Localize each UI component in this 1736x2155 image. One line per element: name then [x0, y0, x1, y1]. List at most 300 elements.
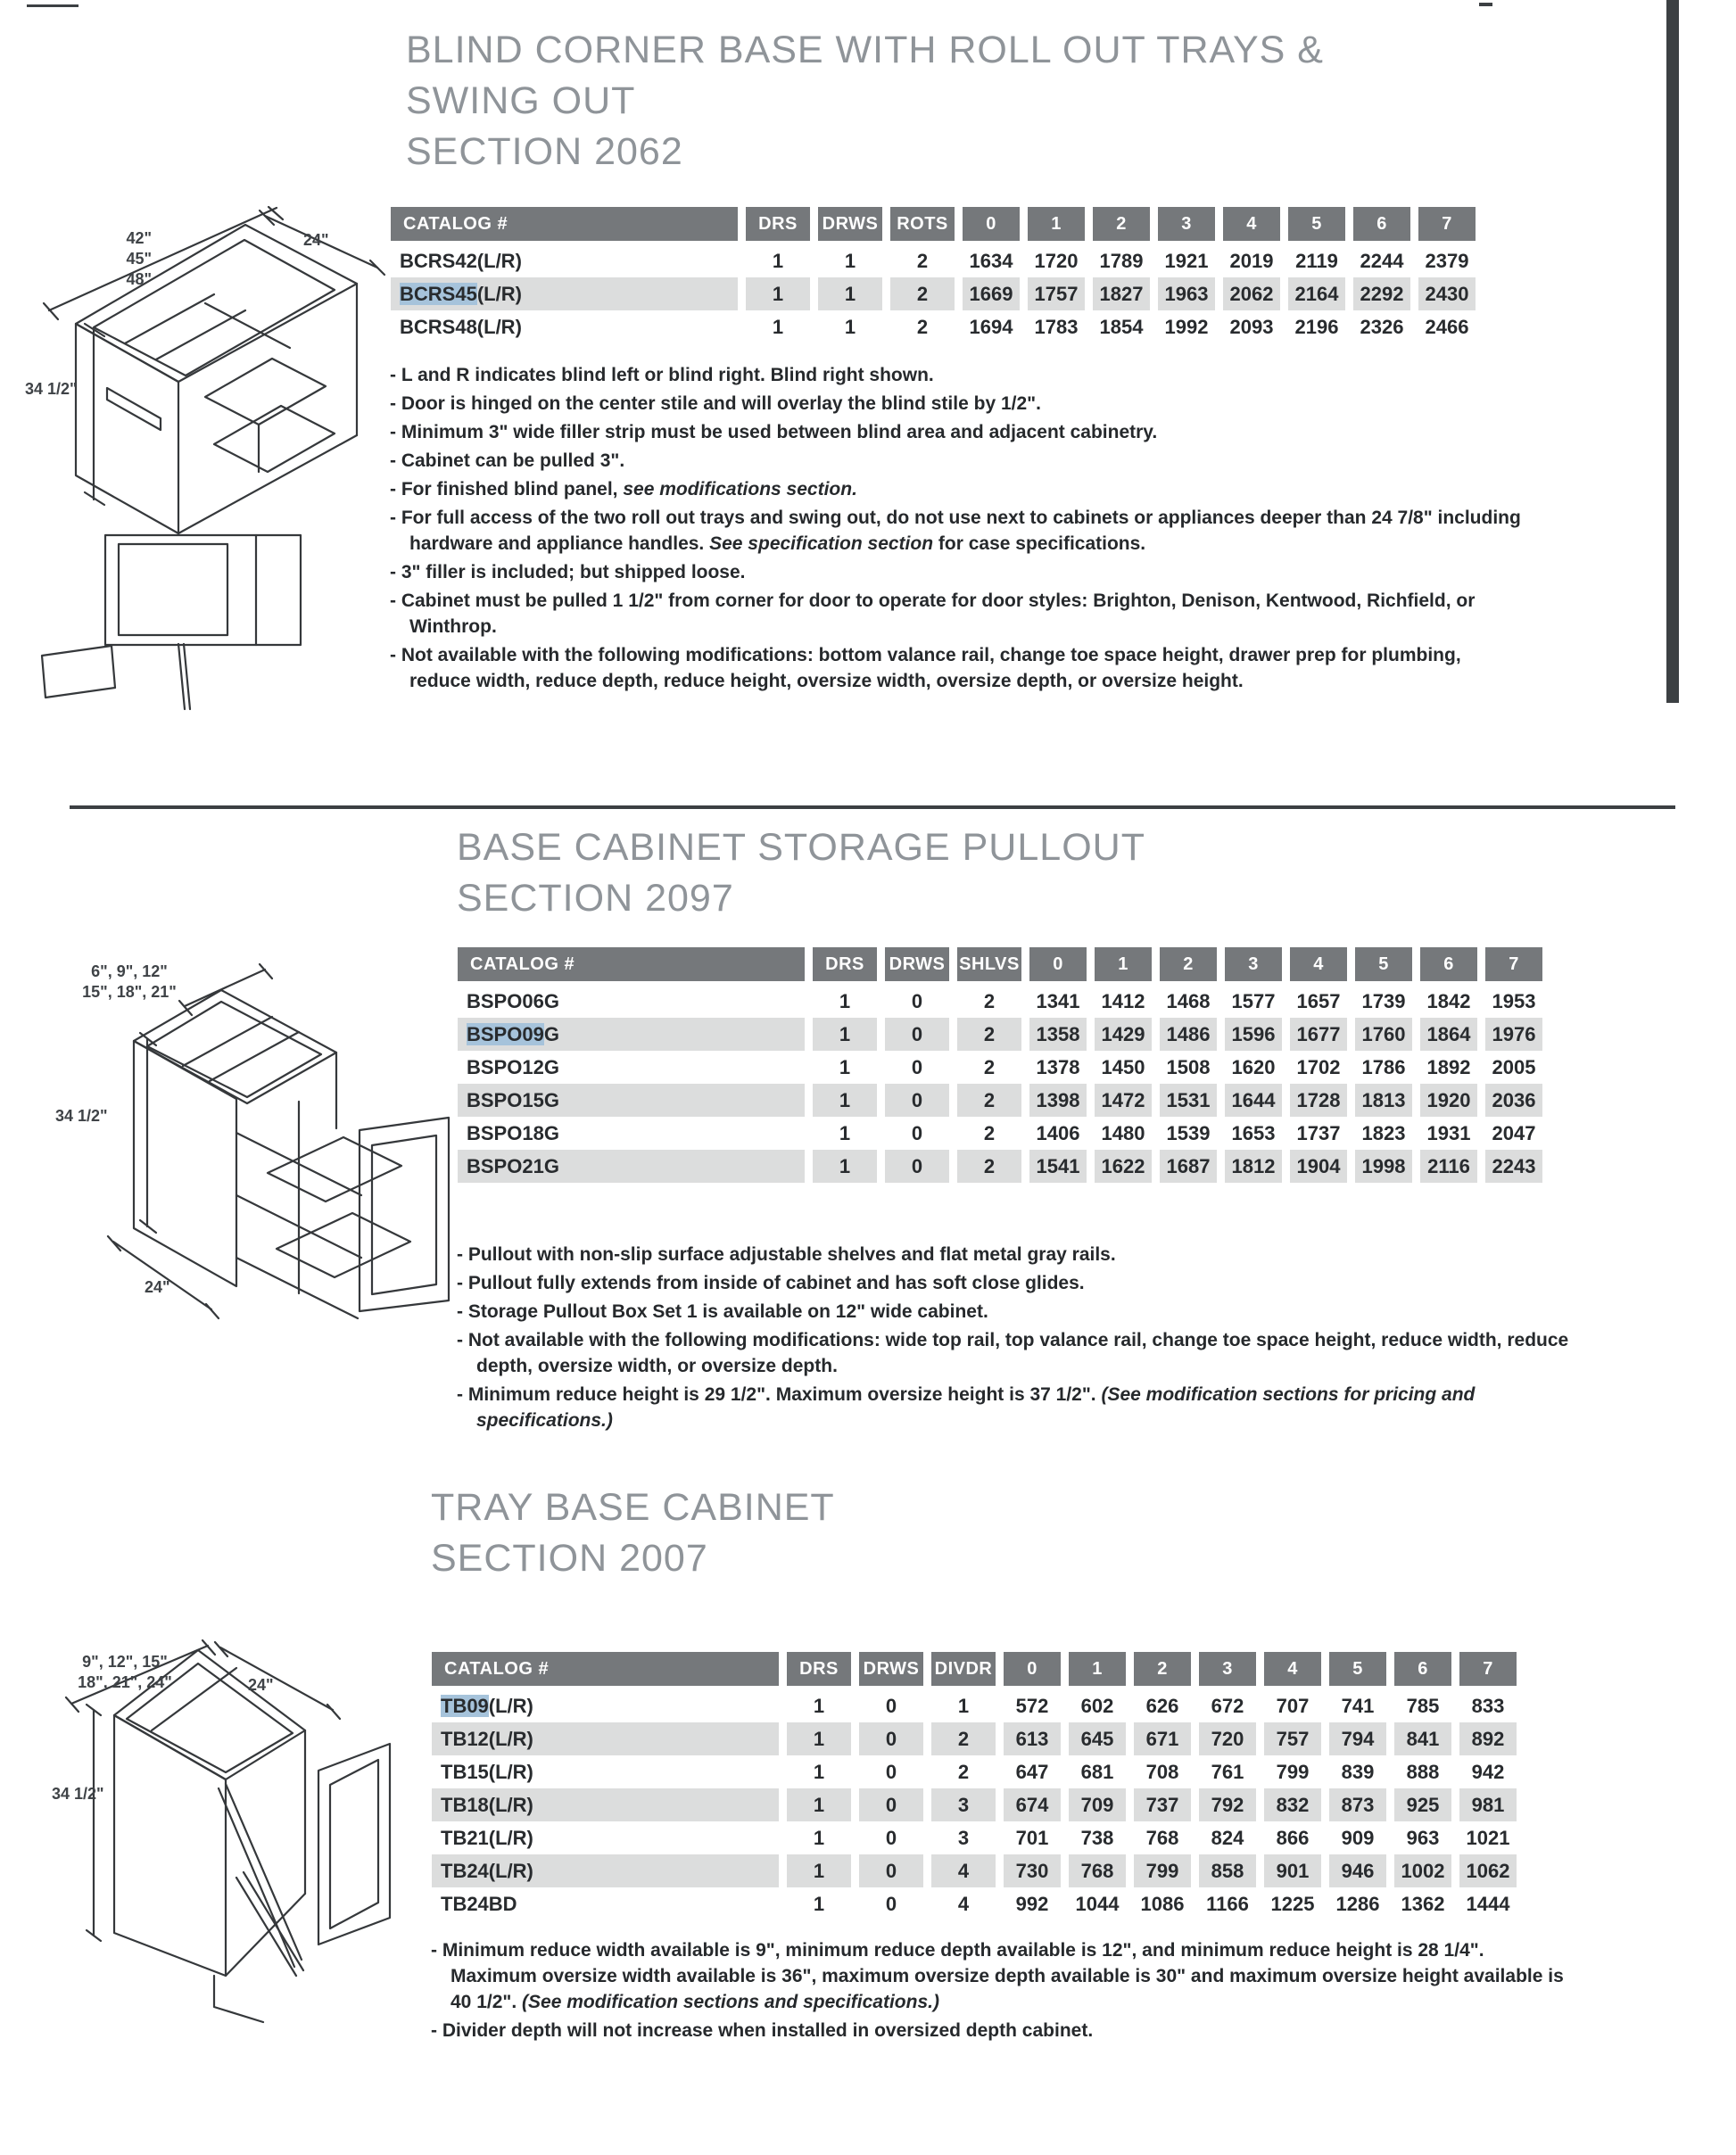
price-cell: 707: [1276, 1694, 1310, 1717]
price-cell: 839: [1341, 1760, 1375, 1783]
spec-cell: 0: [911, 1055, 923, 1078]
note-text-italic: See specification section: [709, 533, 934, 554]
column-header: 2: [1093, 207, 1150, 244]
spec-cell: 0: [885, 1826, 897, 1849]
catalog-number: BCRS48(L/R): [400, 315, 522, 338]
section-title-tray-base: [431, 1482, 835, 1584]
table-row: [458, 1117, 1542, 1150]
price-cell: 1577: [1231, 989, 1276, 1012]
spec-cell: 1: [813, 1084, 877, 1117]
price-cell: 799: [1276, 1760, 1310, 1783]
catalog-number: TB18(L/R): [441, 1793, 533, 1816]
price-cell: 2164: [1288, 277, 1345, 310]
page-edge-bar: [1666, 0, 1679, 703]
price-cell: 909: [1341, 1826, 1375, 1849]
price-cell: 1341: [1036, 989, 1080, 1012]
spec-cell: 2: [916, 315, 929, 338]
spec-cell: 2: [983, 989, 996, 1012]
catalog-number-cell: [391, 277, 738, 310]
price-cell: 709: [1069, 1788, 1126, 1821]
spec-cell: 4: [957, 1892, 970, 1915]
spec-cell: 1: [813, 1760, 825, 1783]
price-cell: 768: [1069, 1854, 1126, 1887]
note-text: L and R indicates blind left or blind right. Blind right shown.: [401, 365, 934, 385]
column-header: 5: [1355, 947, 1412, 985]
height-dimension-label: 34 1/2": [55, 1107, 108, 1125]
note-item: [390, 476, 1525, 502]
spec-cell: 2: [916, 249, 929, 272]
title-line: SECTION 2007: [431, 1537, 708, 1580]
price-cell: 1044: [1075, 1892, 1120, 1915]
note-bullet: -: [431, 2020, 442, 2041]
note-text: Cabinet must be pulled 1 1/2" from corner for door to operate for door styles: Brighton, Denison, Kentwood, Richfield, or Winthrop.: [401, 590, 1476, 637]
price-cell: 1892: [1426, 1055, 1471, 1078]
selected-text[interactable]: TB09: [441, 1694, 489, 1717]
spec-cell: 1: [813, 1018, 877, 1051]
price-cell: 1620: [1231, 1055, 1276, 1078]
spec-cell: 1: [844, 249, 856, 272]
note-item: [457, 1299, 1588, 1325]
spec-cell: 1: [772, 249, 784, 272]
price-table-blind-corner: [383, 207, 1484, 343]
spec-cell: 0: [859, 1788, 923, 1821]
price-cell: 2196: [1294, 315, 1339, 338]
column-header: 4: [1223, 207, 1280, 244]
price-cell: 2019: [1229, 249, 1274, 272]
price-cell: 757: [1264, 1722, 1321, 1755]
spec-cell: 2: [957, 1150, 1021, 1183]
table-row: [432, 1722, 1517, 1755]
note-item: [390, 588, 1525, 640]
price-cell: 824: [1211, 1826, 1244, 1849]
price-cell: 1406: [1036, 1121, 1080, 1144]
price-cell: 1920: [1420, 1084, 1477, 1117]
note-text: Cabinet can be pulled 3".: [401, 450, 625, 471]
notes-blind-corner: [390, 362, 1525, 697]
catalog-number: G: [543, 1022, 559, 1045]
note-item: [390, 391, 1525, 417]
price-cell: 1786: [1361, 1055, 1406, 1078]
price-cell: 794: [1329, 1722, 1386, 1755]
column-header: 7: [1418, 207, 1476, 244]
spec-cell: 0: [885, 1760, 897, 1783]
table-row: [458, 1051, 1542, 1084]
spec-cell: 2: [931, 1722, 996, 1755]
note-text: Door is hinged on the center stile and will overlay the blind stile by 1/2".: [401, 393, 1041, 414]
title-line: SECTION 2097: [457, 877, 734, 920]
catalog-number-cell: [458, 1084, 805, 1117]
price-cell: 841: [1394, 1722, 1451, 1755]
column-header: 0: [1004, 1652, 1061, 1689]
column-header: CATALOG #: [432, 1652, 779, 1689]
price-cell: 1739: [1361, 989, 1406, 1012]
note-bullet: -: [390, 562, 401, 582]
catalog-number: TB24(L/R): [441, 1859, 533, 1882]
spec-cell: 1: [746, 277, 810, 310]
catalog-number-cell: [391, 310, 738, 343]
price-cell: 672: [1211, 1694, 1244, 1717]
column-header: 1: [1028, 207, 1085, 244]
catalog-number: TB15(L/R): [441, 1760, 533, 1783]
note-bullet: -: [457, 1384, 468, 1405]
column-header: DIVDR: [931, 1652, 996, 1689]
spec-cell: 0: [885, 1018, 949, 1051]
table-row: [391, 277, 1476, 310]
note-text: Storage Pullout Box Set 1 is available on 12" wide cabinet.: [467, 1301, 988, 1322]
spec-cell: 3: [931, 1788, 996, 1821]
depth-dimension-label: 24": [145, 1278, 170, 1296]
table-row: [432, 1854, 1517, 1887]
column-header: 1: [1069, 1652, 1126, 1689]
price-cell: 1539: [1166, 1121, 1211, 1144]
price-cell: 2116: [1420, 1150, 1477, 1183]
column-header: 3: [1225, 947, 1282, 985]
catalog-number-cell: [432, 1722, 779, 1755]
price-cell: 730: [1004, 1854, 1061, 1887]
spec-cell: 1: [839, 989, 851, 1012]
width-dimension-label: 9", 12", 15" 18", 21", 24": [78, 1653, 172, 1691]
spec-cell: 1: [839, 1055, 851, 1078]
price-cell: 1450: [1101, 1055, 1145, 1078]
column-header: 2: [1160, 947, 1217, 985]
spec-cell: 2: [890, 277, 955, 310]
note-bullet: -: [457, 1301, 468, 1322]
spec-cell: 2: [957, 1084, 1021, 1117]
catalog-number: BSPO21G: [467, 1154, 559, 1177]
table-row: [458, 985, 1542, 1018]
spec-cell: 2: [957, 1018, 1021, 1051]
price-cell: 1702: [1296, 1055, 1341, 1078]
column-header: DRS: [746, 207, 810, 244]
section-title-storage-pullout: [457, 822, 1145, 924]
title-line: BLIND CORNER BASE WITH ROLL OUT TRAYS &: [406, 29, 1324, 71]
price-cell: 671: [1134, 1722, 1191, 1755]
price-cell: 873: [1329, 1788, 1386, 1821]
price-cell: 785: [1406, 1694, 1440, 1717]
column-header: 7: [1485, 947, 1542, 985]
note-item: [390, 505, 1525, 557]
table-row: [432, 1887, 1517, 1920]
table-row: [432, 1821, 1517, 1854]
section-divider-line: [70, 805, 1675, 809]
price-cell: 1757: [1028, 277, 1085, 310]
price-cell: 866: [1276, 1826, 1310, 1849]
spec-cell: 4: [931, 1854, 996, 1887]
spec-cell: 1: [813, 1892, 825, 1915]
price-cell: 1728: [1290, 1084, 1347, 1117]
catalog-number-cell: [458, 1150, 805, 1183]
catalog-number-cell: [458, 1051, 805, 1084]
price-cell: 602: [1080, 1694, 1114, 1717]
price-cell: 901: [1264, 1854, 1321, 1887]
table-row: [432, 1689, 1517, 1722]
catalog-number: BSPO15G: [467, 1088, 559, 1111]
spec-cell: 1: [772, 315, 784, 338]
price-cell: 892: [1459, 1722, 1517, 1755]
column-header: 7: [1459, 1652, 1517, 1689]
price-cell: 1358: [1029, 1018, 1087, 1051]
note-bullet: -: [390, 508, 401, 528]
column-header: 1: [1095, 947, 1152, 985]
price-cell: 626: [1145, 1694, 1179, 1717]
blind-corner-cabinet-drawing: [22, 205, 397, 714]
catalog-number-cell: [432, 1887, 779, 1920]
price-cell: 1086: [1140, 1892, 1185, 1915]
price-cell: 2119: [1295, 249, 1338, 272]
price-cell: 1963: [1158, 277, 1215, 310]
column-header: CATALOG #: [458, 947, 805, 985]
note-bullet: -: [457, 1244, 468, 1265]
price-cell: 1472: [1095, 1084, 1152, 1117]
note-bullet: -: [390, 365, 401, 385]
spec-cell: 1: [844, 315, 856, 338]
price-cell: 701: [1015, 1826, 1049, 1849]
width-dimension-label: 6", 9", 12" 15", 18", 21": [82, 962, 177, 1001]
price-cell: 2326: [1360, 315, 1404, 338]
catalog-number-cell: [432, 1821, 779, 1854]
column-header: DRS: [813, 947, 877, 985]
price-cell: 1827: [1093, 277, 1150, 310]
price-cell: 1812: [1225, 1150, 1282, 1183]
price-cell: 1864: [1420, 1018, 1477, 1051]
price-cell: 1444: [1466, 1892, 1510, 1915]
column-header: ROTS: [890, 207, 955, 244]
title-line: TRAY BASE CABINET: [431, 1486, 835, 1529]
price-cell: 2093: [1229, 315, 1274, 338]
table-header-row: [458, 947, 1542, 985]
price-cell: 1931: [1426, 1121, 1471, 1144]
price-cell: 1720: [1034, 249, 1079, 272]
crop-mark: [27, 4, 79, 7]
note-text: Pullout fully extends from inside of cabinet and has soft close glides.: [467, 1273, 1085, 1293]
column-header: 0: [1029, 947, 1087, 985]
spec-cell: 0: [911, 989, 923, 1012]
spec-cell: 0: [885, 1150, 949, 1183]
depth-dimension-label: 24": [303, 231, 329, 249]
price-cell: 738: [1080, 1826, 1114, 1849]
price-cell: 708: [1145, 1760, 1179, 1783]
table-row: [458, 1084, 1542, 1117]
table-row: [391, 244, 1476, 277]
column-header: DRWS: [885, 947, 949, 985]
notes-tray-base: [431, 1937, 1573, 2046]
price-cell: 1508: [1166, 1055, 1211, 1078]
note-item: [390, 448, 1525, 474]
note-text: Not available with the following modifications: bottom valance rail, change toe space height, drawer prep for plumbing, reduce width, reduce depth, reduce height, oversize width, oversize depth, or oversize height.: [401, 645, 1461, 691]
note-text: Minimum reduce height is 29 1/2". Maximum oversize height is 37 1/2".: [467, 1384, 1102, 1405]
catalog-number-cell: [432, 1689, 779, 1722]
spec-cell: 1: [787, 1788, 851, 1821]
column-header: 6: [1353, 207, 1410, 244]
title-line: BASE CABINET STORAGE PULLOUT: [457, 826, 1145, 869]
note-item: [390, 362, 1525, 388]
catalog-number-cell: [458, 1117, 805, 1150]
price-cell: 992: [1015, 1892, 1049, 1915]
price-cell: 2005: [1492, 1055, 1536, 1078]
price-cell: 1378: [1036, 1055, 1080, 1078]
price-cell: 1166: [1206, 1892, 1249, 1915]
price-cell: 674: [1004, 1788, 1061, 1821]
price-cell: 1737: [1296, 1121, 1341, 1144]
catalog-number-cell: [458, 1018, 805, 1051]
price-cell: 2243: [1485, 1150, 1542, 1183]
spec-cell: 1: [818, 277, 882, 310]
spec-cell: 1: [957, 1694, 970, 1717]
catalog-number: BCRS42(L/R): [400, 249, 522, 272]
crop-mark: [1479, 3, 1492, 6]
width-dimension-label: 42" 45" 48": [126, 229, 152, 288]
spec-cell: 0: [859, 1854, 923, 1887]
spec-cell: 1: [813, 1826, 825, 1849]
note-item: [457, 1327, 1588, 1379]
table-header-row: [432, 1652, 1517, 1689]
title-line: SWING OUT: [406, 79, 636, 122]
price-cell: 2062: [1223, 277, 1280, 310]
column-header: 4: [1264, 1652, 1321, 1689]
column-header: 5: [1329, 1652, 1386, 1689]
table-header-row: [391, 207, 1476, 244]
price-table-tray-base: [424, 1652, 1525, 1920]
price-cell: 1694: [969, 315, 1013, 338]
note-bullet: -: [390, 393, 401, 414]
price-cell: 792: [1199, 1788, 1256, 1821]
table-row: [391, 310, 1476, 343]
note-text: Pullout with non-slip surface adjustable shelves and flat metal gray rails.: [467, 1244, 1116, 1265]
note-text: For full access of the two roll out trays and swing out, do not use next to cabinets or appliances deeper than 24 7/8" including hardware and appliance handles.: [401, 508, 1521, 554]
price-cell: 572: [1015, 1694, 1049, 1717]
catalog-number: (L/R): [488, 1694, 533, 1717]
note-bullet: -: [390, 422, 401, 442]
price-cell: 1622: [1095, 1150, 1152, 1183]
note-text: for case specifications.: [933, 533, 1146, 554]
note-bullet: -: [457, 1273, 468, 1293]
note-text: Divider depth will not increase when installed in oversized depth cabinet.: [442, 2020, 1094, 2041]
price-cell: 1823: [1361, 1121, 1406, 1144]
note-item: [457, 1242, 1588, 1267]
catalog-number: (L/R): [476, 282, 522, 305]
table-row: [432, 1788, 1517, 1821]
column-header: DRS: [787, 1652, 851, 1689]
column-header: SHLVS: [957, 947, 1021, 985]
spec-cell: 0: [911, 1121, 923, 1144]
spec-cell: 0: [859, 1722, 923, 1755]
price-cell: 1677: [1290, 1018, 1347, 1051]
column-header: 0: [963, 207, 1020, 244]
price-cell: 799: [1134, 1854, 1191, 1887]
table-row: [432, 1755, 1517, 1788]
price-cell: 2466: [1425, 315, 1469, 338]
price-cell: 1225: [1270, 1892, 1315, 1915]
price-cell: 1657: [1296, 989, 1341, 1012]
price-cell: 1921: [1164, 249, 1209, 272]
section-title-blind-corner: [406, 25, 1324, 178]
column-header: 4: [1290, 947, 1347, 985]
note-bullet: -: [390, 450, 401, 471]
price-cell: 2430: [1418, 277, 1476, 310]
spec-cell: 0: [885, 1084, 949, 1117]
catalog-number: TB12(L/R): [441, 1727, 533, 1750]
price-cell: 647: [1015, 1760, 1049, 1783]
price-cell: 1789: [1099, 249, 1144, 272]
price-cell: 1653: [1231, 1121, 1276, 1144]
price-cell: 1976: [1485, 1018, 1542, 1051]
note-text: For finished blind panel,: [401, 479, 624, 500]
spec-cell: 0: [885, 1694, 897, 1717]
catalog-number-cell: [458, 985, 805, 1018]
note-item: [457, 1270, 1588, 1296]
price-cell: 1854: [1099, 315, 1144, 338]
note-item: [390, 419, 1525, 445]
column-header: 6: [1394, 1652, 1451, 1689]
price-cell: 1687: [1160, 1150, 1217, 1183]
note-bullet: -: [390, 590, 401, 611]
price-cell: 942: [1471, 1760, 1505, 1783]
spec-cell: 0: [885, 1892, 897, 1915]
note-text-italic: (See modification sections and specifications.): [522, 1992, 939, 2012]
price-cell: 768: [1145, 1826, 1179, 1849]
note-item: [431, 2018, 1573, 2044]
price-cell: 832: [1264, 1788, 1321, 1821]
column-header: 2: [1134, 1652, 1191, 1689]
price-cell: 645: [1069, 1722, 1126, 1755]
price-cell: 1398: [1029, 1084, 1087, 1117]
column-header: CATALOG #: [391, 207, 738, 244]
note-bullet: -: [457, 1330, 468, 1350]
catalog-number: BSPO06G: [467, 989, 559, 1012]
price-cell: 1002: [1394, 1854, 1451, 1887]
price-cell: 981: [1459, 1788, 1517, 1821]
price-cell: 2047: [1492, 1121, 1536, 1144]
price-cell: 2292: [1353, 277, 1410, 310]
price-table-storage-pullout: [450, 947, 1550, 1183]
column-header: 3: [1199, 1652, 1256, 1689]
notes-storage-pullout: [457, 1242, 1588, 1436]
selected-text[interactable]: BSPO09: [467, 1022, 544, 1045]
price-cell: 1842: [1426, 989, 1471, 1012]
note-item: [457, 1382, 1588, 1433]
height-dimension-label: 34 1/2": [25, 380, 78, 398]
price-cell: 1021: [1466, 1826, 1510, 1849]
note-item: [431, 1937, 1573, 2015]
note-bullet: -: [390, 645, 401, 665]
price-cell: 2379: [1425, 249, 1469, 272]
note-text: Minimum 3" wide filler strip must be used between blind area and adjacent cabinetry.: [401, 422, 1158, 442]
selected-text[interactable]: BCRS45: [400, 282, 477, 305]
price-cell: 1953: [1492, 989, 1536, 1012]
price-cell: 963: [1406, 1826, 1440, 1849]
spec-cell: 1: [787, 1722, 851, 1755]
note-bullet: -: [390, 479, 401, 500]
price-cell: 1531: [1160, 1084, 1217, 1117]
note-text: Not available with the following modifications: wide top rail, top valance rail, change toe space height, reduce width, reduce depth, oversize width, or oversize depth.: [467, 1330, 1569, 1376]
price-cell: 1286: [1335, 1892, 1380, 1915]
price-cell: 1468: [1166, 989, 1211, 1012]
price-cell: 1813: [1355, 1084, 1412, 1117]
column-header: 6: [1420, 947, 1477, 985]
price-cell: 925: [1394, 1788, 1451, 1821]
spec-cell: 1: [813, 1694, 825, 1717]
column-header: 5: [1288, 207, 1345, 244]
price-cell: 1480: [1101, 1121, 1145, 1144]
note-text: 3" filler is included; but shipped loose.: [401, 562, 746, 582]
note-text-italic: see modifications section.: [623, 479, 857, 500]
price-cell: 888: [1406, 1760, 1440, 1783]
price-cell: 1992: [1164, 315, 1209, 338]
price-cell: 2244: [1360, 249, 1404, 272]
price-cell: 1596: [1225, 1018, 1282, 1051]
price-cell: 1998: [1355, 1150, 1412, 1183]
price-cell: 946: [1329, 1854, 1386, 1887]
